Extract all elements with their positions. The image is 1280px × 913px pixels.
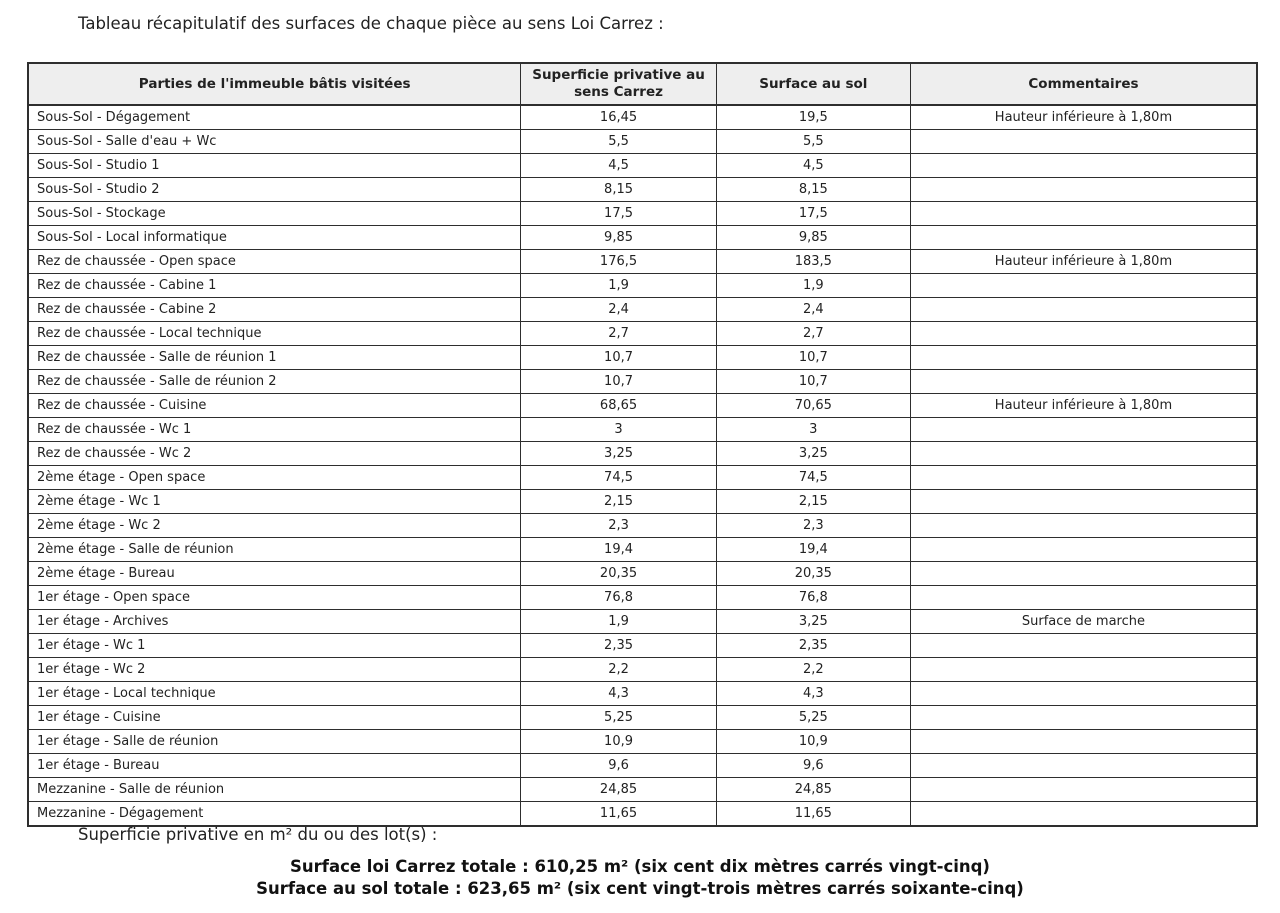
floor-area-cell: 19,5 bbox=[716, 105, 910, 130]
comment-cell bbox=[910, 562, 1257, 586]
room-name-cell: 2ème étage - Open space bbox=[28, 466, 521, 490]
room-name-cell: Rez de chaussée - Cabine 1 bbox=[28, 274, 521, 298]
room-name-cell: Rez de chaussée - Wc 1 bbox=[28, 418, 521, 442]
floor-area-cell: 183,5 bbox=[716, 250, 910, 274]
table-row bbox=[28, 154, 1257, 178]
table-row bbox=[28, 730, 1257, 754]
floor-area-cell: 2,7 bbox=[716, 322, 910, 346]
floor-area-cell: 8,15 bbox=[716, 178, 910, 202]
carrez-area-cell: 3 bbox=[521, 418, 716, 442]
floor-area-cell: 10,7 bbox=[716, 370, 910, 394]
floor-area-cell: 17,5 bbox=[716, 202, 910, 226]
room-name-cell: 2ème étage - Wc 1 bbox=[28, 490, 521, 514]
table-row bbox=[28, 682, 1257, 706]
comment-cell: Hauteur inférieure à 1,80m bbox=[910, 394, 1257, 418]
carrez-area-cell: 10,7 bbox=[521, 370, 716, 394]
comment-cell bbox=[910, 130, 1257, 154]
room-name-cell: 1er étage - Open space bbox=[28, 586, 521, 610]
room-name-cell: Rez de chaussée - Salle de réunion 2 bbox=[28, 370, 521, 394]
table-row bbox=[28, 466, 1257, 490]
table-row bbox=[28, 490, 1257, 514]
table-row bbox=[28, 322, 1257, 346]
room-name-cell: Sous-Sol - Salle d'eau + Wc bbox=[28, 130, 521, 154]
carrez-area-cell: 5,25 bbox=[521, 706, 716, 730]
table-row bbox=[28, 226, 1257, 250]
carrez-area-cell: 76,8 bbox=[521, 586, 716, 610]
totals-block bbox=[0, 856, 1280, 900]
comment-cell bbox=[910, 322, 1257, 346]
carrez-area-cell: 1,9 bbox=[521, 610, 716, 634]
room-name-cell: 1er étage - Local technique bbox=[28, 682, 521, 706]
room-name-cell: Rez de chaussée - Cuisine bbox=[28, 394, 521, 418]
comment-cell: Surface de marche bbox=[910, 610, 1257, 634]
carrez-area-cell: 9,85 bbox=[521, 226, 716, 250]
carrez-area-cell: 16,45 bbox=[521, 105, 716, 130]
table-row bbox=[28, 802, 1257, 827]
room-name-cell: Mezzanine - Salle de réunion bbox=[28, 778, 521, 802]
carrez-area-cell: 4,3 bbox=[521, 682, 716, 706]
floor-area-cell: 4,3 bbox=[716, 682, 910, 706]
floor-area-cell: 19,4 bbox=[716, 538, 910, 562]
carrez-area-cell: 4,5 bbox=[521, 154, 716, 178]
table-row bbox=[28, 418, 1257, 442]
comment-cell bbox=[910, 154, 1257, 178]
comment-cell bbox=[910, 226, 1257, 250]
room-name-cell: Rez de chaussée - Open space bbox=[28, 250, 521, 274]
carrez-area-cell: 3,25 bbox=[521, 442, 716, 466]
carrez-area-cell: 2,2 bbox=[521, 658, 716, 682]
header-row bbox=[28, 63, 1257, 105]
floor-area-cell: 2,3 bbox=[716, 514, 910, 538]
floor-area-cell: 3,25 bbox=[716, 442, 910, 466]
comment-cell bbox=[910, 202, 1257, 226]
room-name-cell: 1er étage - Archives bbox=[28, 610, 521, 634]
carrez-area-cell: 20,35 bbox=[521, 562, 716, 586]
room-name-cell: 1er étage - Salle de réunion bbox=[28, 730, 521, 754]
table-row bbox=[28, 586, 1257, 610]
table-row bbox=[28, 706, 1257, 730]
comment-cell bbox=[910, 370, 1257, 394]
room-name-cell: 2ème étage - Wc 2 bbox=[28, 514, 521, 538]
carrez-area-cell: 24,85 bbox=[521, 778, 716, 802]
comment-cell bbox=[910, 754, 1257, 778]
comment-cell bbox=[910, 658, 1257, 682]
column-header-parties: Parties de l'immeuble bâtis visitées bbox=[28, 63, 521, 105]
comment-cell bbox=[910, 538, 1257, 562]
carrez-area-cell: 2,35 bbox=[521, 634, 716, 658]
column-header-surface-sol: Surface au sol bbox=[716, 63, 910, 105]
table-row bbox=[28, 634, 1257, 658]
comment-cell bbox=[910, 346, 1257, 370]
table-row bbox=[28, 202, 1257, 226]
surfaces-table bbox=[27, 62, 1258, 827]
comment-cell bbox=[910, 418, 1257, 442]
floor-area-cell: 9,85 bbox=[716, 226, 910, 250]
table-body bbox=[28, 105, 1257, 826]
room-name-cell: Sous-Sol - Studio 1 bbox=[28, 154, 521, 178]
room-name-cell: Rez de chaussée - Local technique bbox=[28, 322, 521, 346]
table-row bbox=[28, 298, 1257, 322]
comment-cell bbox=[910, 778, 1257, 802]
comment-cell bbox=[910, 586, 1257, 610]
table-row bbox=[28, 658, 1257, 682]
comment-cell bbox=[910, 490, 1257, 514]
floor-area-cell: 2,4 bbox=[716, 298, 910, 322]
table-row bbox=[28, 178, 1257, 202]
carrez-area-cell: 17,5 bbox=[521, 202, 716, 226]
room-name-cell: 1er étage - Cuisine bbox=[28, 706, 521, 730]
room-name-cell: 1er étage - Wc 1 bbox=[28, 634, 521, 658]
table-row bbox=[28, 514, 1257, 538]
table-row bbox=[28, 610, 1257, 634]
carrez-area-cell: 19,4 bbox=[521, 538, 716, 562]
comment-cell bbox=[910, 682, 1257, 706]
floor-area-cell: 24,85 bbox=[716, 778, 910, 802]
comment-cell bbox=[910, 442, 1257, 466]
carrez-area-cell: 2,3 bbox=[521, 514, 716, 538]
carrez-area-cell: 68,65 bbox=[521, 394, 716, 418]
room-name-cell: Sous-Sol - Dégagement bbox=[28, 105, 521, 130]
room-name-cell: Sous-Sol - Local informatique bbox=[28, 226, 521, 250]
table-row bbox=[28, 394, 1257, 418]
table-row bbox=[28, 346, 1257, 370]
page-title: Tableau récapitulatif des surfaces de chaque pièce au sens Loi Carrez : bbox=[78, 14, 664, 33]
comment-cell bbox=[910, 274, 1257, 298]
comment-cell bbox=[910, 514, 1257, 538]
table-row bbox=[28, 274, 1257, 298]
carrez-area-cell: 2,4 bbox=[521, 298, 716, 322]
floor-area-cell: 2,2 bbox=[716, 658, 910, 682]
floor-area-cell: 10,9 bbox=[716, 730, 910, 754]
floor-area-cell: 2,35 bbox=[716, 634, 910, 658]
table-header bbox=[28, 63, 1257, 105]
comment-cell: Hauteur inférieure à 1,80m bbox=[910, 105, 1257, 130]
total-sol-line: Surface au sol totale : 623,65 m² (six cent vingt-trois mètres carrés soixante-cinq) bbox=[256, 879, 1024, 898]
room-name-cell: 1er étage - Bureau bbox=[28, 754, 521, 778]
table-row bbox=[28, 250, 1257, 274]
table-row bbox=[28, 370, 1257, 394]
carrez-area-cell: 2,15 bbox=[521, 490, 716, 514]
carrez-area-cell: 74,5 bbox=[521, 466, 716, 490]
carrez-area-cell: 9,6 bbox=[521, 754, 716, 778]
floor-area-cell: 4,5 bbox=[716, 154, 910, 178]
comment-cell bbox=[910, 298, 1257, 322]
room-name-cell: 2ème étage - Bureau bbox=[28, 562, 521, 586]
floor-area-cell: 3,25 bbox=[716, 610, 910, 634]
table-row bbox=[28, 442, 1257, 466]
floor-area-cell: 76,8 bbox=[716, 586, 910, 610]
table-row bbox=[28, 105, 1257, 130]
carrez-area-cell: 11,65 bbox=[521, 802, 716, 827]
table-row bbox=[28, 754, 1257, 778]
room-name-cell: Mezzanine - Dégagement bbox=[28, 802, 521, 827]
room-name-cell: Rez de chaussée - Wc 2 bbox=[28, 442, 521, 466]
carrez-area-cell: 5,5 bbox=[521, 130, 716, 154]
floor-area-cell: 11,65 bbox=[716, 802, 910, 827]
floor-area-cell: 70,65 bbox=[716, 394, 910, 418]
floor-area-cell: 5,5 bbox=[716, 130, 910, 154]
floor-area-cell: 3 bbox=[716, 418, 910, 442]
carrez-area-cell: 8,15 bbox=[521, 178, 716, 202]
room-name-cell: Rez de chaussée - Cabine 2 bbox=[28, 298, 521, 322]
carrez-area-cell: 176,5 bbox=[521, 250, 716, 274]
floor-area-cell: 2,15 bbox=[716, 490, 910, 514]
floor-area-cell: 74,5 bbox=[716, 466, 910, 490]
comment-cell bbox=[910, 178, 1257, 202]
carrez-area-cell: 1,9 bbox=[521, 274, 716, 298]
carrez-area-cell: 10,9 bbox=[521, 730, 716, 754]
floor-area-cell: 5,25 bbox=[716, 706, 910, 730]
carrez-area-cell: 10,7 bbox=[521, 346, 716, 370]
table-row bbox=[28, 562, 1257, 586]
table-row bbox=[28, 778, 1257, 802]
column-header-superficie-carrez: Superficie privative au sens Carrez bbox=[521, 63, 716, 105]
room-name-cell: Rez de chaussée - Salle de réunion 1 bbox=[28, 346, 521, 370]
table-row bbox=[28, 130, 1257, 154]
total-carrez-line: Surface loi Carrez totale : 610,25 m² (six cent dix mètres carrés vingt-cinq) bbox=[290, 857, 990, 876]
room-name-cell: 2ème étage - Salle de réunion bbox=[28, 538, 521, 562]
room-name-cell: Sous-Sol - Studio 2 bbox=[28, 178, 521, 202]
comment-cell bbox=[910, 730, 1257, 754]
room-name-cell: Sous-Sol - Stockage bbox=[28, 202, 521, 226]
floor-area-cell: 20,35 bbox=[716, 562, 910, 586]
table-row bbox=[28, 538, 1257, 562]
room-name-cell: 1er étage - Wc 2 bbox=[28, 658, 521, 682]
floor-area-cell: 10,7 bbox=[716, 346, 910, 370]
column-header-commentaires: Commentaires bbox=[910, 63, 1257, 105]
floor-area-cell: 9,6 bbox=[716, 754, 910, 778]
comment-cell bbox=[910, 802, 1257, 827]
comment-cell: Hauteur inférieure à 1,80m bbox=[910, 250, 1257, 274]
comment-cell bbox=[910, 634, 1257, 658]
comment-cell bbox=[910, 466, 1257, 490]
floor-area-cell: 1,9 bbox=[716, 274, 910, 298]
superficie-privative-label: Superficie privative en m² du ou des lot(s) : bbox=[78, 825, 438, 844]
comment-cell bbox=[910, 706, 1257, 730]
carrez-area-cell: 2,7 bbox=[521, 322, 716, 346]
